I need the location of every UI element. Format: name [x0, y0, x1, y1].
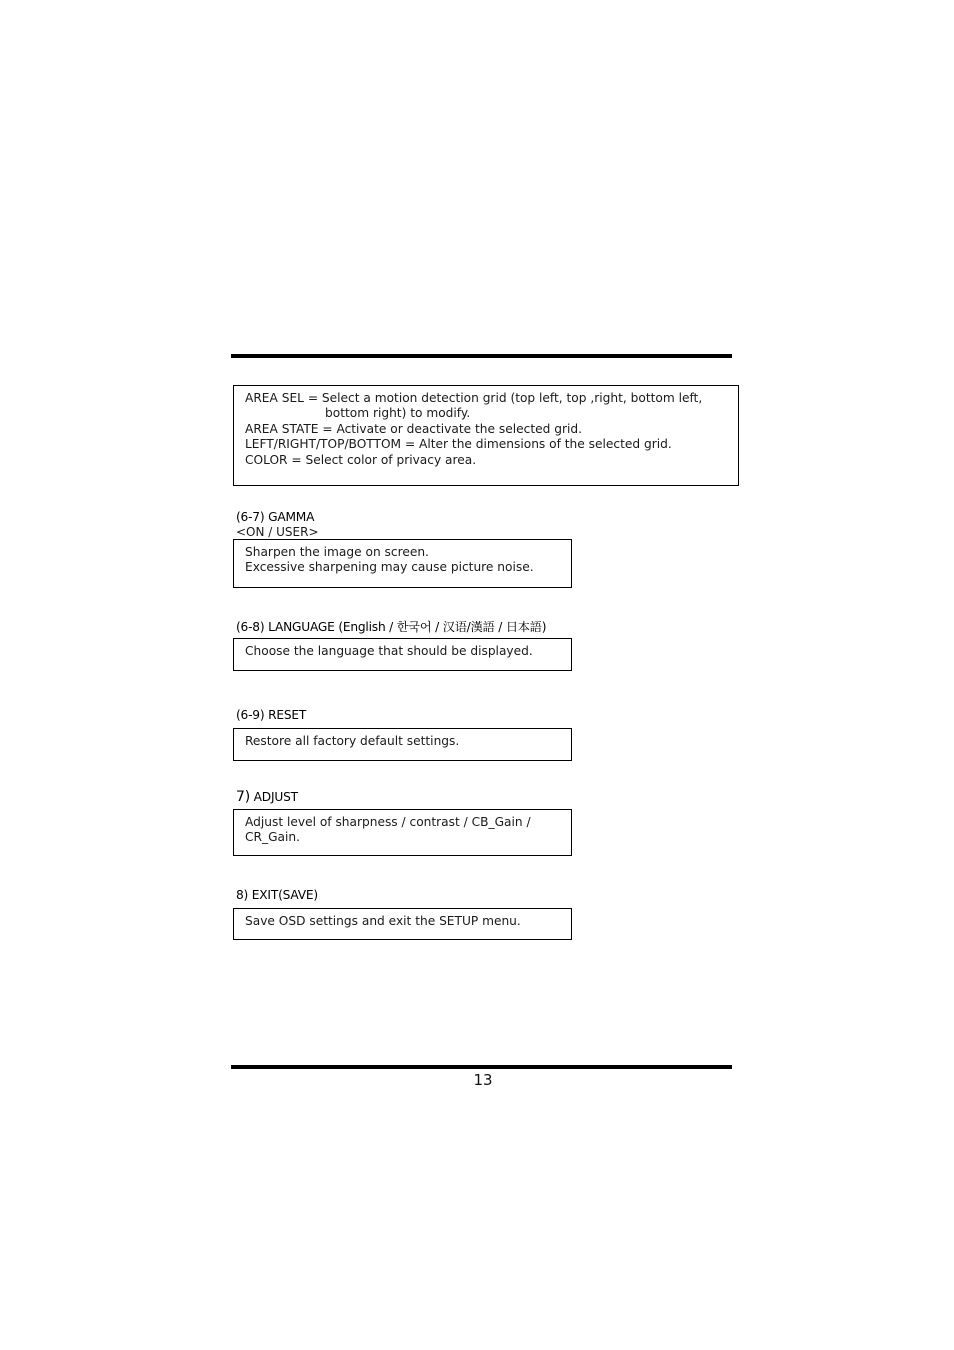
gamma-line-2: Excessive sharpening may cause picture noise.: [245, 560, 534, 575]
adjust-heading: [236, 789, 298, 805]
area-sel-continuation: bottom right) to modify.: [325, 406, 471, 421]
area-state-line: AREA STATE = Activate or deactivate the selected grid.: [245, 421, 582, 436]
reset-heading: (6-9) RESET: [236, 708, 307, 722]
language-heading: (6-8) LANGUAGE (English / 한국어 / 汉语/漢語 / 日本語): [236, 620, 547, 634]
page-number: 13: [473, 1071, 493, 1089]
dimensions-line: LEFT/RIGHT/TOP/BOTTOM = Alter the dimensions of the selected grid.: [245, 437, 672, 452]
exit-heading: 8) EXIT(SAVE): [236, 888, 318, 902]
language-box: [233, 638, 572, 671]
adjust-heading-label: ADJUST: [253, 790, 298, 804]
gamma-options: <ON / USER>: [236, 525, 319, 539]
exit-text: Save OSD settings and exit the SETUP menu.: [245, 914, 521, 928]
gamma-box: [233, 539, 572, 588]
area-sel-line: AREA SEL = Select a motion detection grid (top left, top ,right, bottom left,: [245, 391, 703, 405]
reset-box: [233, 728, 572, 761]
color-line: COLOR = Select color of privacy area.: [245, 452, 477, 467]
reset-text: Restore all factory default settings.: [245, 734, 460, 748]
area-settings-box: [233, 385, 739, 486]
adjust-line-2: CR_Gain.: [245, 830, 300, 845]
adjust-box: [233, 809, 572, 856]
bottom-rule: [231, 1065, 732, 1069]
language-text: Choose the language that should be displayed.: [245, 644, 533, 658]
gamma-heading: (6-7) GAMMA: [236, 510, 315, 524]
gamma-line-1: Sharpen the image on screen.: [245, 545, 429, 559]
exit-box: [233, 908, 572, 940]
adjust-heading-number: 7): [236, 789, 250, 805]
adjust-line-1: Adjust level of sharpness / contrast / CB_Gain /: [245, 815, 531, 829]
top-rule: [231, 354, 732, 358]
